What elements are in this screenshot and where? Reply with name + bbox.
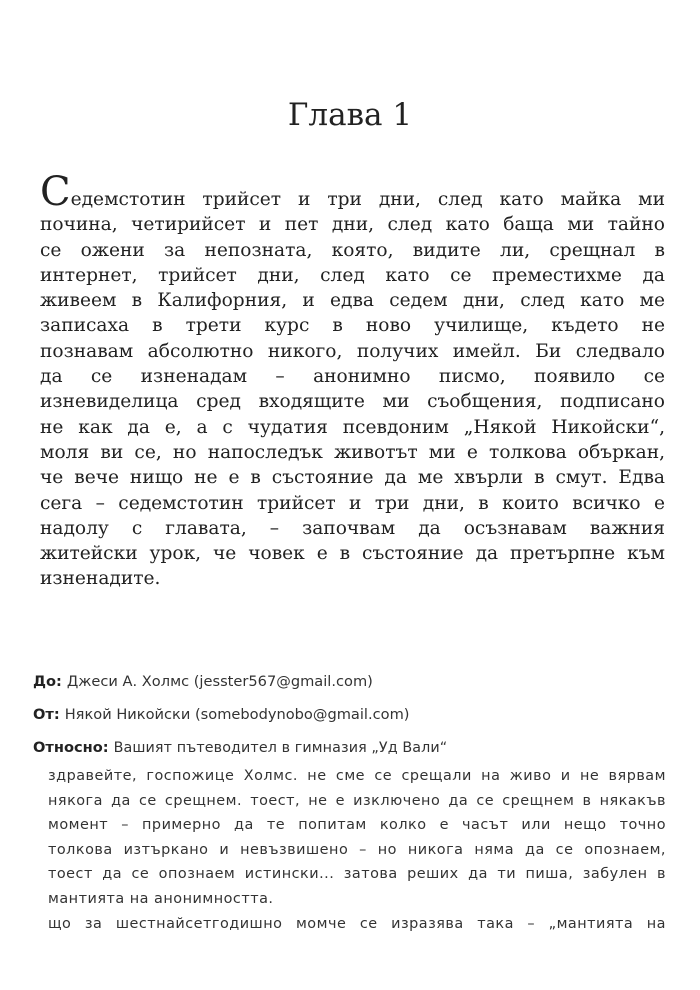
prose-line: записаха в трети курс в ново училище, където не <box>40 315 665 337</box>
email-body-line: някога да се срещнем. тоест, не е изключено да се срещнем в някакъв <box>48 792 666 809</box>
email-body-line: мантията на анонимността. <box>48 890 274 907</box>
drop-cap: С <box>40 169 71 215</box>
chapter-title: Глава 1 <box>287 97 413 133</box>
email-body-line: толкова изтъркано и невъзвишено – но никога няма да се опознаем, <box>48 841 666 858</box>
email-body-line: здравейте, госпожице Холмс. не сме се срещали на живо и не вярвам <box>48 768 666 784</box>
chapter-prose <box>40 169 665 592</box>
email-body <box>48 764 666 936</box>
prose-line: моля ви се, но напоследък животът ми е толкова объркан, <box>40 441 665 463</box>
prose-line: се ожени за непозната, която, видите ли, срещнал в <box>40 239 665 261</box>
email-from-label: От: <box>33 706 60 723</box>
email-to-label: До: <box>33 673 62 690</box>
email-subject-row <box>33 739 447 756</box>
email-from-value: Някой Никойски (somebodynobo@gmail.com) <box>64 706 410 723</box>
email-to-row <box>33 673 373 690</box>
prose-line: почина, четирийсет и пет дни, след като баща ми тайно <box>40 214 665 236</box>
prose-line: изневиделица сред входящите ми съобщения, подписано <box>40 391 665 413</box>
email-subject-value: Вашият пътеводител в гимназия „Уд Вали“ <box>113 740 448 756</box>
prose-line: интернет, трийсет дни, след като се преместихме да <box>40 264 665 286</box>
prose-line: познавам абсолютно никого, получих имейл. Би следвало <box>40 340 665 362</box>
prose-line-text: едемстотин трийсет и три дни, след като майка ми <box>70 189 665 210</box>
email-body-line: що за шестнайсетгодишно момче се изразява така – „мантията на <box>48 915 666 932</box>
prose-line <box>40 169 665 215</box>
prose-line: сега – седемстотин трийсет и три дни, в които всичко е <box>40 492 665 514</box>
email-body-line: момент – примерно да те попитам колко е часът или нещо точно <box>48 817 666 834</box>
email-subject-label: Относно: <box>33 739 109 756</box>
prose-line: да се изненадам – анонимно писмо, появило се <box>40 366 665 388</box>
email-body-line: тоест да се опознаем истински... затова реших да ти пиша, забулен в <box>48 866 666 883</box>
prose-line: не как да е, а с чудатия псевдоним „Някой Никойски“, <box>40 416 665 438</box>
prose-line: житейски урок, че човек е в състояние да претърпне към <box>40 543 665 565</box>
email-from-row <box>33 706 409 723</box>
prose-line: че вече нищо не е в състояние да ме хвърли в смут. Едва <box>40 467 665 489</box>
email-to-value: Джеси А. Холмс (jesster567@gmail.com) <box>66 673 373 690</box>
prose-line: изненадите. <box>40 568 161 590</box>
prose-line: надолу с главата, – започвам да осъзнавам важния <box>40 517 665 539</box>
prose-line: живеем в Калифорния, и едва седем дни, след като ме <box>40 290 665 312</box>
